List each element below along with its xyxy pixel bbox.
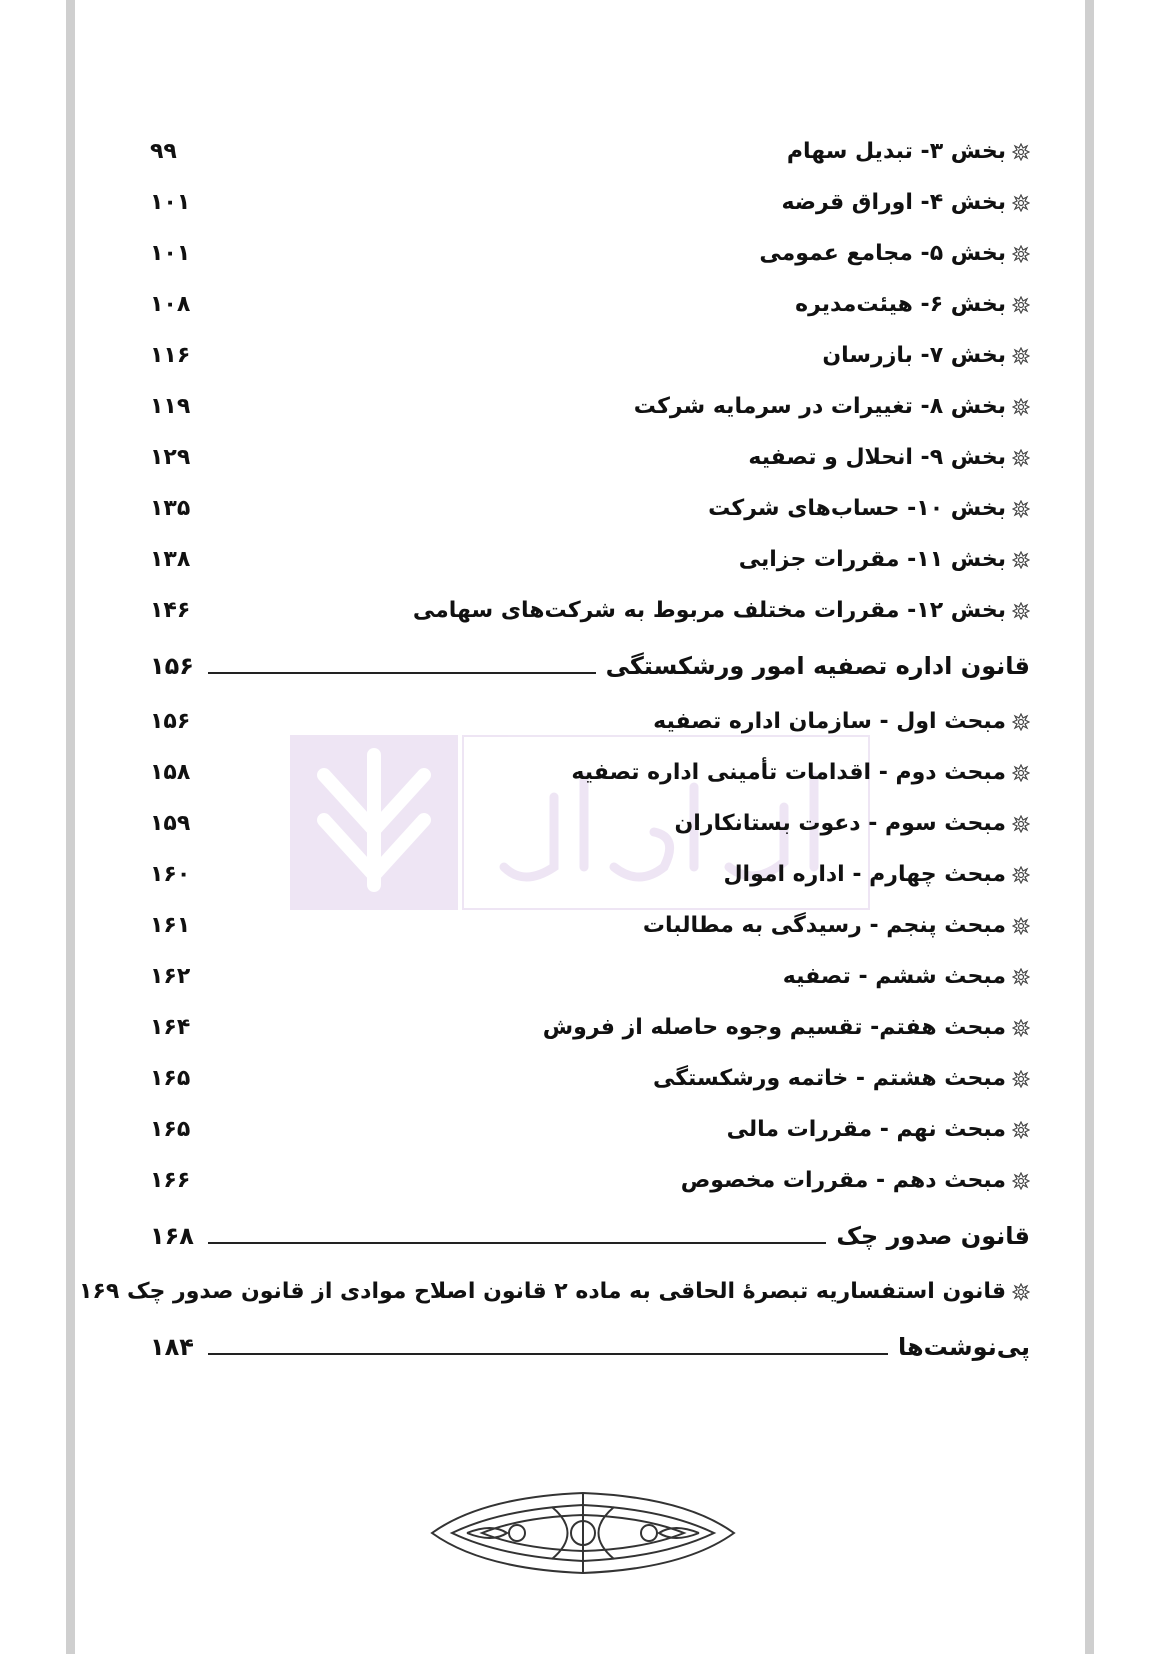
toc-entry-row[interactable] [150,951,1030,1002]
toc-page-number: ۱۶۶ [150,1168,191,1193]
toc-title-wrap [681,1168,1030,1193]
toc-entry-row[interactable] [150,696,1030,747]
ornament-bullet-icon [1012,713,1030,731]
toc-title: بخش ۶- هیئت‌مدیره [795,292,1006,317]
ornament-bullet-icon [1012,398,1030,416]
toc-title: بخش ۳- تبدیل سهام [786,139,1006,164]
toc-page-number: ۱۳۵ [150,496,191,521]
toc-title-wrap [783,964,1030,989]
ornament-bullet-icon [1012,1070,1030,1088]
toc-entry-row[interactable] [150,747,1030,798]
toc-page-number: ۱۳۸ [150,547,191,572]
ornament-bullet-icon [1012,815,1030,833]
toc-entry-row[interactable] [150,330,1030,381]
toc-title: مبحث ششم - تصفیه [782,964,1006,989]
toc-entry-row[interactable] [150,279,1030,330]
ornament-bullet-icon [1012,245,1030,263]
leader-line [208,672,596,674]
toc-page-number: ۱۱۶ [150,343,191,368]
toc-page-number: ۱۵۶ [150,652,194,680]
toc-title: مبحث چهارم - اداره اموال [723,862,1006,887]
toc-entry-row[interactable] [150,534,1030,585]
toc-entry-row[interactable] [150,432,1030,483]
toc-section-row[interactable] [150,636,1030,696]
toc-title: مبحث اول - سازمان اداره تصفیه [653,709,1006,734]
toc-page-number: ۱۸۴ [150,1333,194,1361]
toc-title-wrap [675,811,1030,836]
toc-title-wrap [898,1333,1030,1361]
ornament-bullet-icon [1012,764,1030,782]
toc-title: مبحث هفتم- تقسیم وجوه حاصله از فروش [542,1015,1006,1040]
ornament-bullet-icon [1012,143,1030,161]
toc-title-wrap [543,1015,1030,1040]
toc-title: پی‌نوشت‌ها [897,1333,1030,1361]
toc-entry-row[interactable] [150,1155,1030,1206]
toc-entry-row[interactable] [150,1053,1030,1104]
toc-page-number: ۱۶۲ [150,964,191,989]
toc-entry-row[interactable] [150,798,1030,849]
toc-title-wrap [836,1222,1030,1250]
toc-entry-row[interactable] [78,1266,1030,1317]
ornament-bullet-icon [1012,1172,1030,1190]
ornament-bullet-icon [1012,449,1030,467]
ornament-bullet-icon [1012,602,1030,620]
toc-title-wrap [708,496,1030,521]
toc-title-wrap [653,1066,1030,1091]
toc-page-number: ۱۶۹ [78,1279,120,1304]
toc-entry-row[interactable] [150,381,1030,432]
toc-title-wrap [571,760,1030,785]
toc-page-number: ۱۶۸ [150,1222,194,1250]
floral-ornament-icon [422,1487,744,1579]
page-border-right [1085,0,1094,1654]
ornament-bullet-icon [1012,968,1030,986]
toc-title: بخش ۸- تغییرات در سرمایه شرکت [633,394,1006,419]
leader-line [208,1242,826,1244]
toc-title-wrap [727,1117,1030,1142]
toc-page-number: ۱۵۶ [150,709,191,734]
toc-entry-row[interactable] [150,1104,1030,1155]
toc-title: مبحث پنجم - رسیدگی به مطالبات [642,913,1006,938]
toc-title: بخش ۷- بازرسان [822,343,1006,368]
toc-title-wrap [723,862,1030,887]
ornament-bullet-icon [1012,296,1030,314]
page-border-left [66,0,75,1654]
toc-entry-row[interactable] [150,585,1030,636]
toc-page-number: ۱۴۶ [150,598,191,623]
toc-title: بخش ۹- انحلال و تصفیه [748,445,1006,470]
toc-entry-row[interactable] [150,177,1030,228]
toc-title-wrap [634,394,1030,419]
toc-title: قانون صدور چک [836,1222,1030,1250]
toc-page-number: ۱۰۸ [150,292,191,317]
toc-title-wrap [759,241,1030,266]
ornament-bullet-icon [1012,347,1030,365]
table-of-contents [78,126,1030,1377]
toc-title-wrap [739,547,1030,572]
toc-page-number: ۹۹ [150,139,177,164]
toc-page-number: ۱۶۵ [150,1117,191,1142]
ornament-bullet-icon [1012,500,1030,518]
toc-title: بخش ۱۰- حساب‌های شرکت [708,496,1006,521]
toc-title: مبحث نهم - مقررات مالی [726,1117,1006,1142]
toc-title: بخش ۴- اوراق قرضه [781,190,1006,215]
toc-title-wrap [781,190,1030,215]
leader-line [208,1353,888,1355]
toc-title: مبحث دوم - اقدامات تأمینی اداره تصفیه [571,760,1006,785]
ornament-bullet-icon [1012,1283,1030,1301]
toc-title-wrap [748,445,1030,470]
toc-section-row[interactable] [150,1317,1030,1377]
toc-title-wrap [653,709,1030,734]
toc-entry-row[interactable] [150,900,1030,951]
ornament-bullet-icon [1012,1019,1030,1037]
toc-page-number: ۱۰۱ [150,241,191,266]
toc-entry-row[interactable] [150,849,1030,900]
toc-entry-row[interactable] [150,1002,1030,1053]
toc-title-wrap [413,598,1030,623]
ornament-bullet-icon [1012,551,1030,569]
toc-section-row[interactable] [150,1206,1030,1266]
toc-entry-row[interactable] [150,483,1030,534]
toc-title: بخش ۱۱- مقررات جزایی [738,547,1006,572]
toc-page-number: ۱۶۱ [150,913,191,938]
toc-title-wrap [127,1279,1030,1304]
toc-page-number: ۱۱۹ [150,394,191,419]
toc-title: بخش ۱۲- مقررات مختلف مربوط به شرکت‌های سهامی [412,598,1006,623]
ornament-bullet-icon [1012,917,1030,935]
toc-page-number: ۱۶۵ [150,1066,191,1091]
toc-title: مبحث سوم - دعوت بستانکاران [674,811,1006,836]
toc-title-wrap [787,139,1030,164]
toc-title-wrap [795,292,1030,317]
toc-title: بخش ۵- مجامع عمومی [759,241,1006,266]
toc-page-number: ۱۰۱ [150,190,191,215]
ornament-bullet-icon [1012,866,1030,884]
toc-entry-row[interactable] [150,126,1030,177]
toc-page-number: ۱۶۰ [150,862,191,887]
toc-title-wrap [822,343,1030,368]
toc-page-number: ۱۵۹ [150,811,191,836]
toc-page-number: ۱۶۴ [150,1015,191,1040]
toc-page-number: ۱۵۸ [150,760,191,785]
toc-page-number: ۱۲۹ [150,445,191,470]
toc-title-wrap [606,652,1030,680]
toc-title-wrap [643,913,1030,938]
toc-title: مبحث هشتم - خاتمه ورشکستگی [652,1066,1006,1091]
ornament-bullet-icon [1012,194,1030,212]
toc-title: قانون استفساریه تبصرهٔ الحاقی به ماده ۲ قانون اصلاح موادی از قانون صدور چک [126,1279,1006,1304]
toc-entry-row[interactable] [150,228,1030,279]
toc-title: قانون اداره تصفیه امور ورشکستگی [605,652,1030,680]
ornament-bullet-icon [1012,1121,1030,1139]
toc-title: مبحث دهم - مقررات مخصوص [680,1168,1006,1193]
